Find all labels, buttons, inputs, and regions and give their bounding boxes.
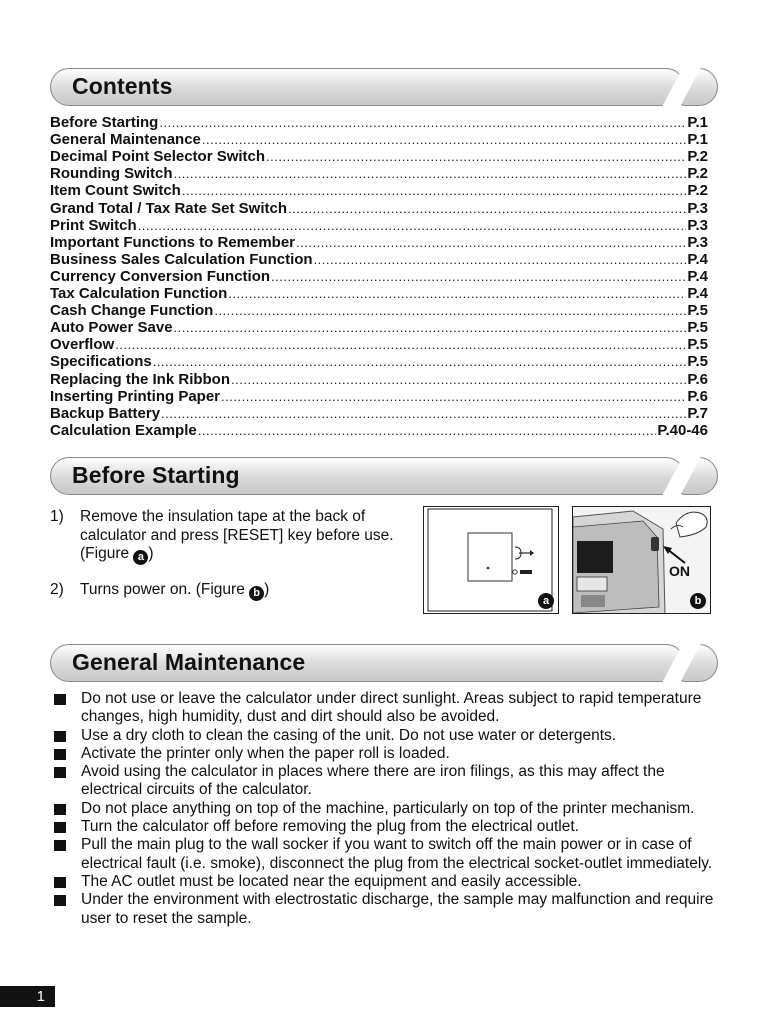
toc-entry-title: Tax Calculation Function [50, 285, 228, 303]
figure-b-label: b [690, 593, 706, 609]
toc-entry[interactable] [50, 388, 708, 405]
list-item: Avoid using the calculator in places where there are iron filings, as this may affect the electrical circuits of the calculator. [50, 763, 718, 800]
toc-entry-page: P.5 [687, 336, 708, 354]
figure-a-label: a [538, 593, 554, 609]
toc-entry-title: Print Switch [50, 216, 137, 234]
toc-entry-title: Important Functions to Remember [50, 233, 296, 251]
toc-entry-page: P.2 [687, 165, 708, 183]
bullet-square-icon [54, 822, 66, 833]
maintenance-list [50, 690, 718, 928]
toc-entry-page: P.4 [687, 285, 708, 303]
before-starting-title: Before Starting [72, 462, 240, 488]
step-number: 2) [50, 581, 64, 598]
toc-entry-title: Item Count Switch [50, 182, 181, 200]
toc-entry-page: P.6 [687, 387, 708, 405]
toc-entry-page: P.1 [687, 114, 708, 132]
toc-entry-page: P.3 [687, 216, 708, 234]
toc-entry-title: Currency Conversion Function [50, 267, 271, 285]
toc-entry[interactable] [50, 302, 708, 319]
toc-entry[interactable] [50, 148, 708, 165]
bullet-square-icon [54, 804, 66, 815]
toc-entry-page: P.5 [687, 319, 708, 337]
toc-entry-page: P.3 [687, 199, 708, 217]
step-1 [50, 508, 420, 568]
toc-entry-page: P.3 [687, 233, 708, 251]
figure-a-reset-key [423, 506, 559, 614]
toc-entry-title: Inserting Printing Paper [50, 387, 221, 405]
toc-entry[interactable] [50, 234, 708, 251]
toc-entry[interactable] [50, 165, 708, 182]
step-text: Remove the insulation tape at the back of calculator and press [RESET] key before use. (Figure a ) [80, 508, 394, 563]
on-callout: ON [669, 563, 690, 579]
step-text: Turns power on. (Figure b ) [80, 581, 270, 599]
list-item: Pull the main plug to the wall socker if you want to switch off the main power or in case of electrical fault (i.e. smoke), disconnect the plug from the electrical socket-outlet immediately. [50, 836, 718, 873]
toc-entry-page: P.2 [687, 182, 708, 200]
toc-entry[interactable] [50, 114, 708, 131]
toc-entry-page: P.40-46 [657, 421, 708, 439]
figure-a-badge: a [133, 550, 148, 565]
toc-entry-page: P.5 [687, 353, 708, 371]
contents-title: Contents [72, 73, 173, 99]
general-maintenance-header [50, 644, 718, 684]
toc-entry-page: P.2 [687, 148, 708, 166]
toc-entry-title: Overflow [50, 336, 115, 354]
before-starting-header [50, 457, 718, 497]
list-item: Under the environment with electrostatic discharge, the sample may malfunction and require user to reset the sample. [50, 891, 718, 928]
list-item: The AC outlet must be located near the equipment and easily accessible. [50, 873, 718, 891]
toc-entry[interactable] [50, 422, 708, 439]
bullet-square-icon [54, 767, 66, 778]
toc-entry-page: P.4 [687, 250, 708, 268]
bullet-square-icon [54, 840, 66, 851]
toc-entry[interactable] [50, 268, 708, 285]
toc-entry[interactable] [50, 285, 708, 302]
toc-entry-title: Grand Total / Tax Rate Set Switch [50, 199, 287, 217]
toc-entry-page: P.1 [687, 131, 708, 149]
toc-entry-title: Calculation Example [50, 421, 197, 439]
toc-entry[interactable] [50, 217, 708, 234]
toc-entry-title: Rounding Switch [50, 165, 173, 183]
bullet-square-icon [54, 694, 66, 705]
bullet-square-icon [54, 877, 66, 888]
figure-b-power-on [572, 506, 711, 614]
toc-entry-title: Business Sales Calculation Function [50, 250, 313, 268]
figure-b-badge: b [249, 586, 264, 601]
toc-entry[interactable] [50, 131, 708, 148]
toc-entry-page: P.5 [687, 302, 708, 320]
toc-entry-page: P.4 [687, 267, 708, 285]
step-2 [50, 581, 420, 601]
toc-entry-page: P.6 [687, 370, 708, 388]
list-item: Activate the printer only when the paper roll is loaded. [50, 745, 718, 763]
general-maintenance-title: General Maintenance [72, 649, 306, 675]
toc-entry[interactable] [50, 319, 708, 336]
toc-entry-title: Auto Power Save [50, 319, 173, 337]
list-item: Use a dry cloth to clean the casing of the unit. Do not use water or detergents. [50, 727, 718, 745]
toc-entry-title: Decimal Point Selector Switch [50, 148, 266, 166]
toc-entry[interactable] [50, 370, 708, 387]
list-item: Turn the calculator off before removing the plug from the electrical outlet. [50, 818, 718, 836]
toc-entry[interactable] [50, 353, 708, 370]
toc-entry[interactable] [50, 251, 708, 268]
step-number: 1) [50, 508, 64, 525]
bullet-square-icon [54, 749, 66, 760]
contents-header [50, 68, 718, 108]
toc-entry-title: Replacing the Ink Ribbon [50, 370, 231, 388]
toc-entry-title: Specifications [50, 353, 152, 371]
list-item: Do not use or leave the calculator under direct sunlight. Areas subject to rapid temperature changes, high humidity, dust and dirt should also be avoided. [50, 690, 718, 727]
table-of-contents [50, 114, 708, 439]
toc-entry[interactable] [50, 182, 708, 199]
toc-entry[interactable] [50, 405, 708, 422]
bullet-square-icon [54, 895, 66, 906]
toc-entry-title: Before Starting [50, 114, 159, 132]
toc-entry[interactable] [50, 199, 708, 216]
page-number: 1 [0, 986, 55, 1007]
list-item: Do not place anything on top of the machine, particularly on top of the printer mechanism. [50, 800, 718, 818]
toc-entry-title: Backup Battery [50, 404, 161, 422]
toc-entry-title: General Maintenance [50, 131, 201, 149]
bullet-square-icon [54, 731, 66, 742]
toc-entry-title: Cash Change Function [50, 302, 214, 320]
toc-entry-page: P.7 [687, 404, 708, 422]
toc-entry[interactable] [50, 336, 708, 353]
